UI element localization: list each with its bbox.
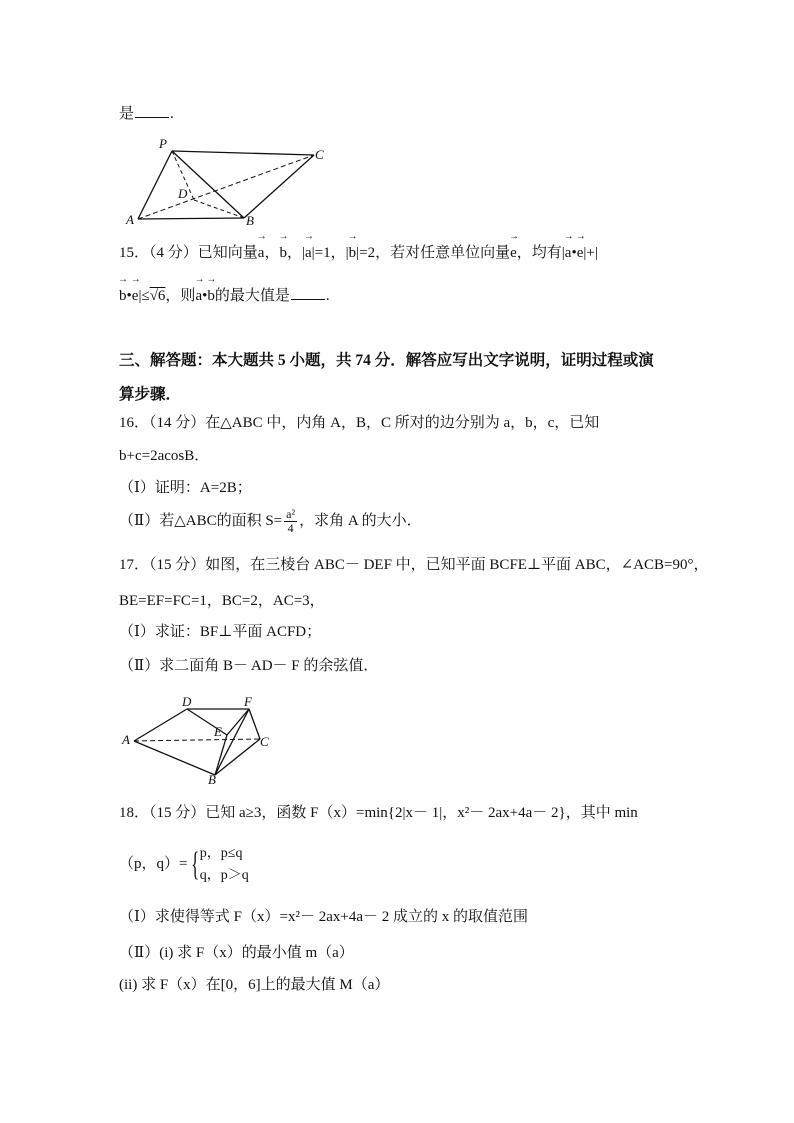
case-1: p，p≤q	[199, 845, 243, 861]
q15-comma: ，	[264, 245, 280, 261]
q15-end: .	[325, 288, 330, 304]
label-A: A	[122, 732, 130, 747]
vector-e: → e	[577, 243, 584, 263]
label-A: A	[126, 212, 134, 226]
q15-line2	[119, 285, 330, 306]
min-def-cases	[200, 843, 249, 887]
q15-text-5: ，均有|	[516, 245, 565, 261]
label-D: D	[178, 186, 188, 201]
q14-tail-end: .	[170, 106, 174, 122]
q17-line2: BE=EF=FC=1，BC=2，AC=3，	[119, 593, 325, 609]
q15-line1	[119, 243, 598, 263]
vector-a: → a	[565, 243, 572, 263]
fraction-denominator: 4	[287, 521, 294, 535]
q15-text-3: |=1，|	[311, 245, 349, 261]
q17-part2: （Ⅱ）求二面角 B－ AD－ F 的余弦值．	[119, 658, 379, 674]
section-heading-line1: 三、解答题：本大题共 5 小题，共 74 分．解答应写出文字说明，证明过程或演	[119, 352, 654, 369]
q15-text-6: |+|	[583, 245, 598, 261]
figure-frustum	[118, 693, 288, 785]
q18-part2ii: (ii) 求 F（x）在[0，6]上的最大值 M（a）	[119, 977, 390, 993]
edge-DB	[194, 200, 244, 218]
label-F: F	[244, 694, 252, 709]
edge-BC	[244, 155, 314, 218]
edge-AB	[134, 741, 215, 775]
label-D: D	[182, 694, 192, 709]
q16-part2-text: （Ⅱ）若△ABC的面积 S=	[119, 512, 283, 529]
q16-part2	[119, 508, 422, 535]
q18-line1: 18．（15 分）已知 a≥3，函数 F（x）=min{2|x－ 1|，x²－ 2ax+4a－ 2}，其中 min	[119, 805, 638, 821]
q15-text-2: ，|	[286, 245, 305, 261]
case-2: q，p＞q	[199, 867, 249, 883]
vector-e: → e	[132, 286, 139, 306]
q18-part1: （Ⅰ）求使得等式 F（x）=x²－ 2ax+4a－ 2 成立的 x 的取值范围	[119, 909, 529, 925]
q18-part2i: （Ⅱ）(i) 求 F（x）的最小值 m（a）	[119, 945, 354, 961]
label-C: C	[315, 147, 324, 162]
answer-blank	[291, 285, 325, 300]
q16-line1: 16．（14 分）在△ABC 中，内角 A，B，C 所对的边分别为 a，b，c，已知	[119, 415, 600, 431]
q16-part1: （Ⅰ）证明：A=2B；	[119, 480, 252, 496]
label-C: C	[260, 734, 269, 749]
q15-text-8: ，则	[165, 288, 196, 304]
label-B: B	[246, 213, 254, 226]
edge-AD	[134, 709, 187, 741]
edge-FC	[249, 709, 260, 739]
section-heading-line2: 算步骤．	[119, 386, 182, 403]
label-E: E	[214, 724, 222, 739]
q15-text-1: 15．（4 分）已知向量	[119, 245, 258, 261]
edge-BC	[215, 739, 260, 775]
edge-AB	[138, 218, 244, 219]
q15-text-7: |≤	[138, 288, 150, 304]
vector-b: → b	[349, 243, 357, 263]
edge-FB	[215, 709, 249, 775]
q18-min-def	[119, 842, 249, 887]
q16-part2-end: ，求角 A 的大小．	[299, 512, 422, 529]
q14-tail-text: 是	[119, 106, 135, 122]
edge-PC	[172, 151, 314, 155]
q16-line2: b+c=2acosB．	[119, 448, 210, 464]
vector-b: → b	[279, 243, 287, 263]
fraction-numerator: a²	[286, 507, 296, 521]
edge-PB	[172, 151, 244, 218]
vector-b: → b	[119, 286, 127, 306]
dot-operator: •	[202, 288, 208, 304]
sqrt-six: √6	[149, 288, 166, 304]
q15-text-4: |=2，若对任意单位向量	[356, 245, 511, 261]
min-def-lhs: （p，q）=	[119, 856, 188, 872]
vector-a: → a	[258, 243, 265, 263]
q14-tail-line	[119, 103, 174, 124]
answer-blank	[135, 103, 169, 118]
q17-part1: （Ⅰ）求证：BF⊥平面 ACFD；	[119, 624, 322, 640]
dot-operator: •	[126, 288, 132, 304]
vector-e: → e	[510, 243, 517, 263]
vector-a: → a	[195, 286, 202, 306]
vector-a: → a	[305, 243, 312, 263]
q15-text-9: 的最大值是	[214, 288, 290, 304]
edge-AC	[138, 155, 314, 219]
figure-pyramid	[118, 134, 338, 226]
label-B: B	[208, 772, 216, 785]
brace-icon: {	[191, 845, 200, 883]
label-P: P	[159, 136, 167, 151]
dot-operator: •	[571, 245, 577, 261]
vector-b: → b	[207, 286, 215, 306]
edge-PA	[138, 151, 172, 219]
edge-AC	[134, 739, 260, 741]
q17-line1: 17．（15 分）如图，在三棱台 ABC－ DEF 中，已知平面 BCFE⊥平面 ABC，∠ACB=90°，	[119, 557, 709, 573]
area-fraction	[284, 508, 297, 535]
